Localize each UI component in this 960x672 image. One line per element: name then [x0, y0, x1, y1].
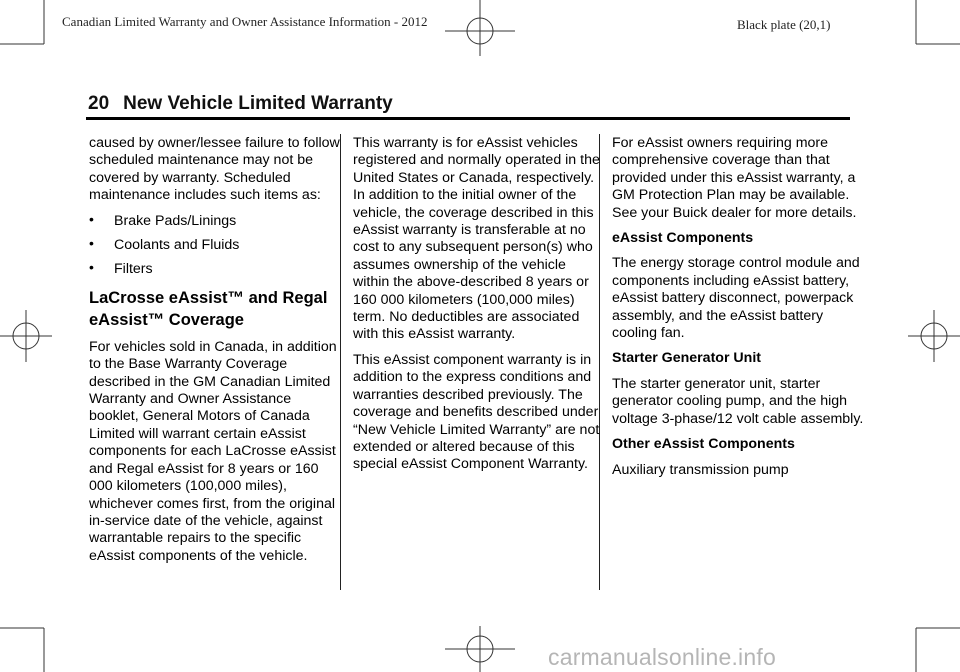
column1-intro: caused by owner/lessee failure to follow scheduled maintenance may not be covered by warranty. Scheduled maintenance includes such items as:	[89, 135, 340, 204]
column3-para-1: For eAssist owners requiring more comprehensive coverage than that provided under this eAssist warranty, a GM Protection Plan may be available. See your Buick dealer for more details.	[612, 135, 857, 221]
column-1	[89, 135, 341, 573]
watermark-logo: carmanualsonline.info	[548, 644, 776, 670]
column3-para-3: The starter generator unit, starter generator cooling pump, and the high voltage 3-phase/12 volt cable assembly.	[612, 375, 864, 427]
heading-other-components: Other eAssist Components	[612, 436, 795, 453]
column2-para-1: This warranty is for eAssist vehicles registered and normally operated in the United States or Canada, respectively. In addition to the initial owner of the vehicle, the coverage described in this eAssist warranty is transferable at no cost to any subsequent person(s) who assumes ownership of the vehicle within the above-described 8 years or 160 000 kilometers (100,000 miles) term. No deductibles are associated with this eAssist warranty.	[353, 135, 600, 343]
crosshair-left	[0, 310, 52, 362]
page-title	[88, 93, 393, 115]
list-item: • Coolants and Fluids	[89, 235, 240, 254]
bullet-icon: •	[89, 259, 94, 276]
crosshair-right	[908, 310, 960, 362]
heading-starter-generator: Starter Generator Unit	[612, 350, 762, 367]
list-item: • Brake Pads/Linings	[89, 210, 237, 229]
bullet-icon: •	[89, 210, 94, 227]
bullet-icon: •	[89, 235, 94, 252]
section-heading-coverage: LaCrosse eAssist™ and Regal eAssist™ Coverage	[89, 288, 328, 329]
print-header-right: Black plate (20,1)	[737, 17, 831, 32]
column3-para-4: Auxiliary transmission pump	[612, 461, 789, 478]
title-rule	[86, 117, 850, 120]
crosshair-top	[445, 0, 515, 56]
crosshair-bottom	[445, 626, 515, 672]
page-title-text: New Vehicle Limited Warranty	[123, 93, 393, 114]
list-item: • Filters	[89, 259, 153, 278]
column-3	[612, 135, 864, 487]
heading-eassist-components: eAssist Components	[612, 230, 754, 247]
print-header-left: Canadian Limited Warranty and Owner Assistance Information - 2012	[62, 14, 428, 29]
column3-para-2: The energy storage control module and components including eAssist battery, eAssist battery disconnect, powerpack assembly, and the eAssist battery cooling fan.	[612, 255, 860, 342]
coverage-body: For vehicles sold in Canada, in addition to the Base Warranty Coverage described in the GM Canadian Limited Warranty and Owner Assistance booklet, General Motors of Canada Limited will warrant certain eAssist components for each LaCrosse eAssist and Regal eAssist for 8 years or 160 000 kilometers (100,000 miles), whichever comes first, from the original in-service date of the vehicle, against warrantable repairs to the specific eAssist components of the vehicle.	[89, 338, 337, 564]
page-number: 20	[88, 93, 110, 114]
column-2	[353, 135, 605, 482]
column2-para-2: This eAssist component warranty is in addition to the express conditions and warranties described previously. The coverage and benefits described under “New Vehicle Limited Warranty” are not extended or altered because of this special eAssist Component Warranty.	[353, 351, 600, 473]
maintenance-items-list	[89, 210, 341, 279]
